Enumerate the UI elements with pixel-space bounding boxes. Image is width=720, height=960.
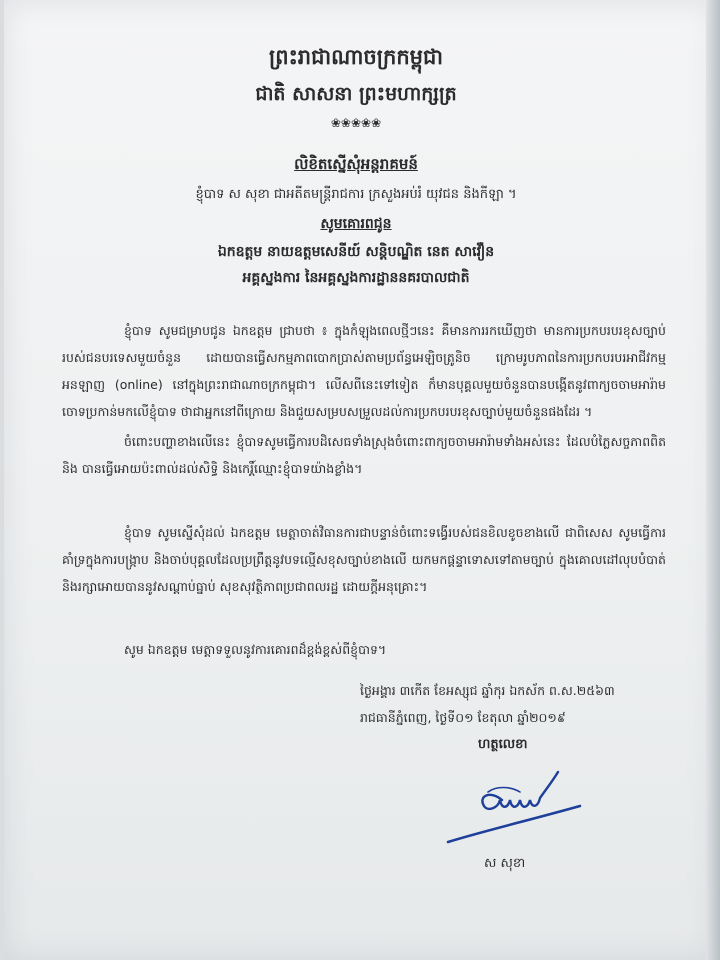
signature-title: ហត្ថលេខា: [478, 737, 528, 752]
handwritten-signature: [440, 762, 590, 852]
body-paragraph: ចំពោះបញ្ហាខាងលើនេះ ខ្ញុំបាទសូមធ្វើការបដិសេធទាំងស្រុងចំពោះពាក្យចចាមអារ៉ាមទាំងអស់នេះ ដែលបំភ្លៃសច្ចភាពពិត និង បានធ្វើអោយប៉ះពាល់ដល់សិទ្ធិ និងកេរ្តិ៍ឈ្មោះខ្ញុំបាទយ៉ាងខ្លាំង។: [62, 434, 666, 476]
recipient-office: អគ្គស្នងការ នៃអគ្គស្នងការដ្ឋាននគរបាលជាតិ: [242, 270, 470, 286]
recipient-title: ឯកឧត្តម នាយឧត្តមសេនីយ៍ សន្តិបណ្ឌិត នេត សាវឿន: [217, 244, 495, 260]
recipient-intro: សូមគោរពជូន: [320, 216, 392, 232]
kingdom-heading: ព្រះរាជាណាចក្រកម្ពុជា: [268, 44, 443, 69]
sender-line: ខ្ញុំបាទ ស សុខា ជាអតីតមន្ត្រីរាជការ ក្រសួងអប់រំ យុវជន និងកីឡា ។: [195, 187, 517, 202]
signer-name: ស សុខា: [484, 856, 526, 871]
motto-heading: ជាតិ សាសនា ព្រះមហាក្សត្រ: [255, 83, 457, 105]
body-paragraph: ខ្ញុំបាទ សូមស្នើសុំដល់ ឯកឧត្តម មេត្តាចាត់វិធានការជាបន្ទាន់ចំពោះទង្វើរបស់ជនខិលខូចខាងលើ ជាពិសេស សូមធ្វើការគាំទ្រក្នុងការបង្ក្រាប និងចាប់បុគ្គលដែលប្រព្រឹត្តនូវបទល្មើសខុសច្បាប់ខាងលើ យកមកផ្តន្ទាទោសទៅតាមច្បាប់ ក្នុងគោលដៅលុបបំបាត់ និងរក្សាអោយបាននូវសណ្តាប់ធ្នាប់ សុខសុវត្ថិភាពប្រជាពលរដ្ឋ ដោយក្តីអនុគ្រោះ។: [62, 525, 666, 594]
closing-paragraph: សូម ឯកឧត្តម មេត្តាទទួលនូវការគោរពដ៏ខ្ពង់ខ្ពស់ពីខ្ញុំបាទ។: [124, 642, 387, 657]
lunar-date: ថ្ងៃអង្គារ ៣កើត ខែអស្សុជ ឆ្នាំកុរ ឯកស័ក ព.ស.២៥៦៣: [360, 683, 615, 698]
table-edge: [706, 0, 720, 960]
ornament-divider: ❀❀❀❀❀: [330, 116, 382, 130]
place-date: រាជធានីភ្នំពេញ, ថ្ងៃទី០១ ខែតុលា ឆ្នាំ២០១៩: [360, 710, 566, 725]
letter-subject: លិខិតស្នើសុំអន្តរាគមន៍: [294, 155, 418, 173]
body-paragraph: ខ្ញុំបាទ សូមជម្រាបជូន ឯកឧត្តម ជ្រាបថា ៖ ក្នុងកំឡុងពេលថ្មីៗនេះ គឺមានការរកឃើញថា មានការប្រកបរបរខុសច្បាប់របស់ជនបរទេសមួយចំនួន ដោយបានធ្វើសកម្មភាពបោកប្រាស់តាមប្រព័ន្ធអេឡិចត្រូនិច ក្រោមរូបភាពនៃការប្រកបរបរអាជីវកម្ម អនឡាញ (online) នៅក្នុងព្រះរាជាណាចក្រកម្ពុជា។ លើសពីនេះទៅទៀត ក៏មានបុគ្គលមួយចំនួនបានបង្កើតនូវពាក្យចចាមអារ៉ាមចោទប្រកាន់មកលើខ្ញុំបាទ ថាជាអ្នកនៅពីក្រោយ និងជួយសម្របសម្រួលដល់ការប្រកបរបរខុសច្បាប់មួយចំនួនផងដែរ ។: [62, 323, 666, 419]
